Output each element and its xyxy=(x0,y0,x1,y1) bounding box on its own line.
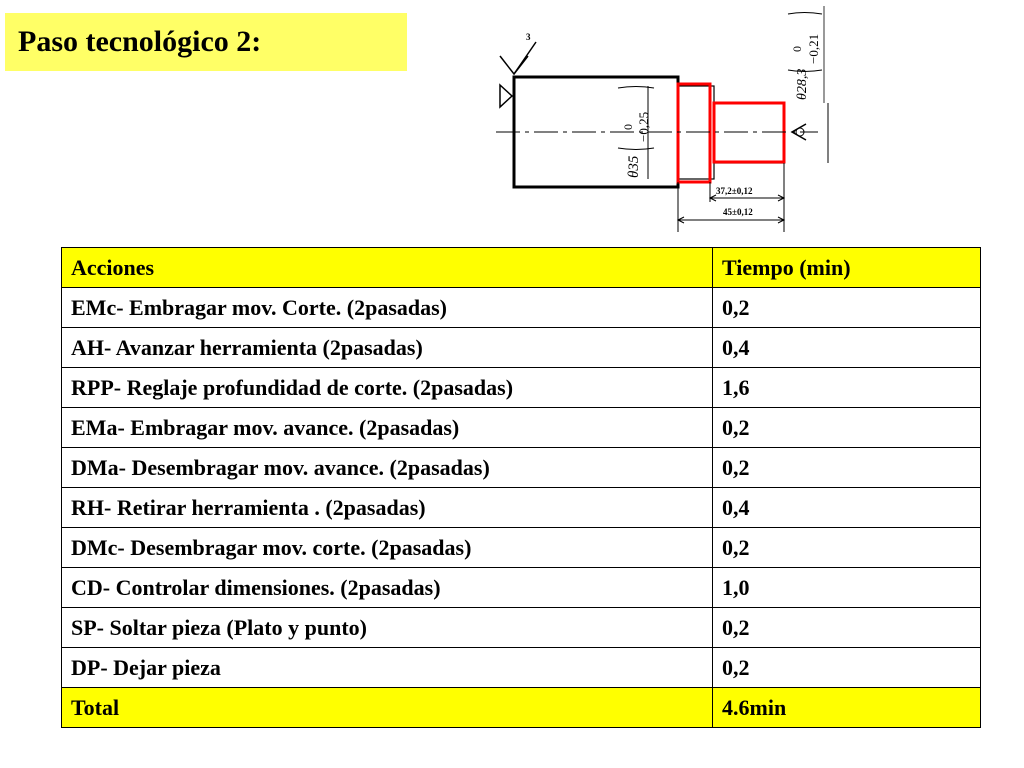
svg-text:θ35: θ35 xyxy=(626,155,642,178)
action-cell: AH- Avanzar herramienta (2pasadas) xyxy=(62,328,713,368)
title-box xyxy=(5,13,407,71)
diameter-28-dim xyxy=(788,13,822,101)
svg-text:−0,21: −0,21 xyxy=(806,33,821,64)
svg-text:0: 0 xyxy=(621,124,635,130)
roughness-mark: 3 xyxy=(526,32,531,42)
time-cell: 1,0 xyxy=(713,568,981,608)
length-37-dim: 37,2±0,12 xyxy=(716,186,753,196)
time-cell: 0,2 xyxy=(713,608,981,648)
support-symbol xyxy=(500,85,512,107)
table-header-row xyxy=(62,248,981,288)
table-row xyxy=(62,648,981,688)
time-cell: 0,2 xyxy=(713,448,981,488)
svg-text:θ28,3: θ28,3 xyxy=(795,68,810,100)
table-row xyxy=(62,488,981,528)
time-cell: 0,2 xyxy=(713,408,981,448)
action-cell: DP- Dejar pieza xyxy=(62,648,713,688)
svg-text:−0,25: −0,25 xyxy=(636,111,651,142)
table-row xyxy=(62,328,981,368)
time-cell: 0,2 xyxy=(713,288,981,328)
time-cell: 0,4 xyxy=(713,488,981,528)
header-tiempo: Tiempo (min) xyxy=(713,248,981,288)
action-cell: EMa- Embragar mov. avance. (2pasadas) xyxy=(62,408,713,448)
time-cell: 0,2 xyxy=(713,528,981,568)
action-cell: DMa- Desembragar mov. avance. (2pasadas) xyxy=(62,448,713,488)
time-cell: 0,4 xyxy=(713,328,981,368)
technical-drawing xyxy=(488,0,888,236)
action-cell: RPP- Reglaje profundidad de corte. (2pasadas) xyxy=(62,368,713,408)
action-cell: CD- Controlar dimensiones. (2pasadas) xyxy=(62,568,713,608)
action-cell: SP- Soltar pieza (Plato y punto) xyxy=(62,608,713,648)
total-row xyxy=(62,688,981,728)
total-value: 4.6min xyxy=(713,688,981,728)
total-label: Total xyxy=(62,688,713,728)
length-45-dim: 45±0,12 xyxy=(723,207,753,217)
table-row xyxy=(62,448,981,488)
action-cell: EMc- Embragar mov. Corte. (2pasadas) xyxy=(62,288,713,328)
table-row xyxy=(62,528,981,568)
actions-table xyxy=(61,247,981,728)
table-row xyxy=(62,608,981,648)
machined-section-1 xyxy=(678,84,710,182)
svg-text:0: 0 xyxy=(790,46,804,52)
table-row xyxy=(62,368,981,408)
header-acciones: Acciones xyxy=(62,248,713,288)
action-cell: RH- Retirar herramienta . (2pasadas) xyxy=(62,488,713,528)
page-title: Paso tecnológico 2: xyxy=(18,25,262,58)
action-cell: DMc- Desembragar mov. corte. (2pasadas) xyxy=(62,528,713,568)
time-cell: 0,2 xyxy=(713,648,981,688)
table-row xyxy=(62,568,981,608)
table-row xyxy=(62,288,981,328)
time-cell: 1,6 xyxy=(713,368,981,408)
table-row xyxy=(62,408,981,448)
